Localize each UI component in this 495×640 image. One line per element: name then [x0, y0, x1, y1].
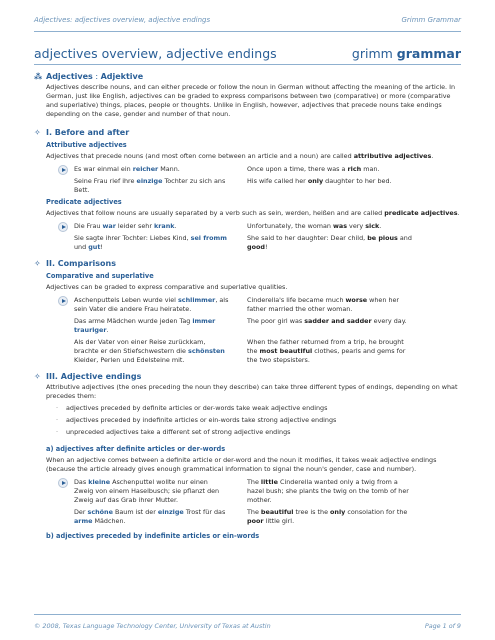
toggle-icon[interactable]: ✧: [34, 372, 41, 381]
audio-play-button[interactable]: [58, 296, 68, 306]
footer-rule: [34, 614, 461, 615]
audio-play-button[interactable]: [58, 165, 68, 175]
example-row: Als der Vater von einer Reise zurückkam, brachte er den Stiefschwestern die schönsten Kleider, Perlen und Edelsteine mit. When the father returned from a trip, he brought the most beautiful clothes, pearls and gems for the two stepsisters.: [74, 338, 406, 364]
section-heading-before-after[interactable]: ✧ I. Before and after: [34, 128, 130, 137]
attributive-paragraph: Adjectives that precede nouns (and most often come between an article and a noun) are called attributive adjectives.: [46, 152, 434, 160]
list-item: · adjectives preceded by indefinite articles or ein-words take strong adjective endings: [56, 416, 461, 425]
audio-play-button[interactable]: [58, 478, 68, 488]
definite-paragraph: When an adjective comes between a definite article or der-word and the noun it modifies, it takes weak adjective endings (because the article already gives enough grammatical information to signal the noun's gender, case and number).: [46, 456, 437, 473]
example-row: Die Frau war leider sehr krank. Unfortunately, the woman was very sick.: [74, 222, 382, 230]
comparative-paragraph: Adjectives can be graded to express comparative and superlative qualities.: [46, 283, 288, 291]
example-row: Es war einmal ein reicher Mann. Once upon a time, there was a rich man.: [74, 165, 380, 173]
subheading-definite: a) adjectives after definite articles or der-words: [46, 445, 226, 453]
subheading-indefinite: b) adjectives preceded by indefinite articles or ein-words: [46, 532, 260, 540]
subheading-comparative: Comparative and superlative: [46, 272, 154, 280]
example-row: Das arme Mädchen wurde jeden Tag immer trauriger. The poor girl was sadder and sadder every day.: [74, 317, 407, 334]
page-title: adjectives overview, adjective endings: [34, 46, 277, 61]
example-block-comparisons: [58, 296, 448, 365]
header-rule: [34, 31, 461, 32]
section-heading-adjectives: ⁂ Adjectives : Adjektive: [34, 72, 144, 81]
audio-play-button[interactable]: [58, 222, 68, 232]
page-number: Page 1 of 9: [424, 622, 461, 630]
toggle-icon[interactable]: ✧: [34, 259, 41, 268]
example-block-definite: [58, 478, 448, 526]
main-content: [34, 72, 461, 543]
example-row: Das kleine Aschenputtel wollte nur einen Zweig von einem Haselbusch; sie pflanzt den Zweig auf das Grab ihrer Mutter. The little Cinderella wanted only a twig from a hazel bush; she plants the twig on the tomb of her mother.: [74, 478, 409, 504]
example-block-predicate: [58, 222, 448, 252]
brand-logo: grimm grammar: [351, 46, 461, 61]
example-row: Aschenputtels Leben wurde viel schlimmer, als sein Vater die andere Frau heiratete. Cinderella's life became much worse when her father married the other woman.: [74, 296, 400, 313]
list-item: · unpreceded adjectives take a different set of strong adjective endings: [56, 428, 461, 437]
subheading-predicate: Predicate adjectives: [46, 198, 122, 206]
endings-paragraph: Attributive adjectives (the ones preceding the noun they describe) can take three different types of endings, depending on what precedes them:: [46, 383, 458, 400]
subheading-attributive: Attributive adjectives: [46, 141, 127, 149]
example-block-attributive: [58, 165, 448, 195]
example-row: Der schöne Baum ist der einzige Trost für das arme Mädchen. The beautiful tree is the only consolation for the poor little girl.: [74, 508, 408, 525]
copyright-text: © 2008, Texas Language Technology Center, University of Texas at Austin: [34, 622, 271, 630]
intro-paragraph: Adjectives describe nouns, and can either precede or follow the noun in German without affecting the meaning of the article. In German, just like English, adjectives can be graded to express comparisons between two (comparative) or more (comparative and superlative) things, places, people or thoughts. Unlike in English, however, adjectives that precede nouns take endings depending on the case, gender and number of that noun.: [46, 83, 456, 118]
example-row: Sie sagte ihrer Tochter: Liebes Kind, sei fromm und gut! She said to her daughter: Dear child, be pious and good!: [74, 234, 412, 251]
tree-icon: ⁂: [34, 72, 43, 81]
example-row: Seine Frau rief ihre einzige Tochter zu sich ans Bett. His wife called her only daughter to her bed.: [74, 177, 392, 194]
section-heading-endings[interactable]: ✧ III. Adjective endings: [34, 372, 142, 381]
section-heading-comparisons[interactable]: ✧ II. Comparisons: [34, 259, 117, 268]
predicate-paragraph: Adjectives that follow nouns are usually separated by a verb such as sein, werden, heißen and are called predicate adjectives.: [46, 209, 460, 217]
running-title: Adjectives: adjectives overview, adjective endings: [34, 16, 211, 24]
endings-list: [56, 404, 461, 437]
title-rule: [34, 64, 461, 65]
running-brand: Grimm Grammar: [401, 16, 461, 24]
running-header: [34, 16, 461, 28]
list-item: · adjectives preceded by definite articles or der-words take weak adjective endings: [56, 404, 461, 413]
toggle-icon[interactable]: ✧: [34, 128, 41, 137]
